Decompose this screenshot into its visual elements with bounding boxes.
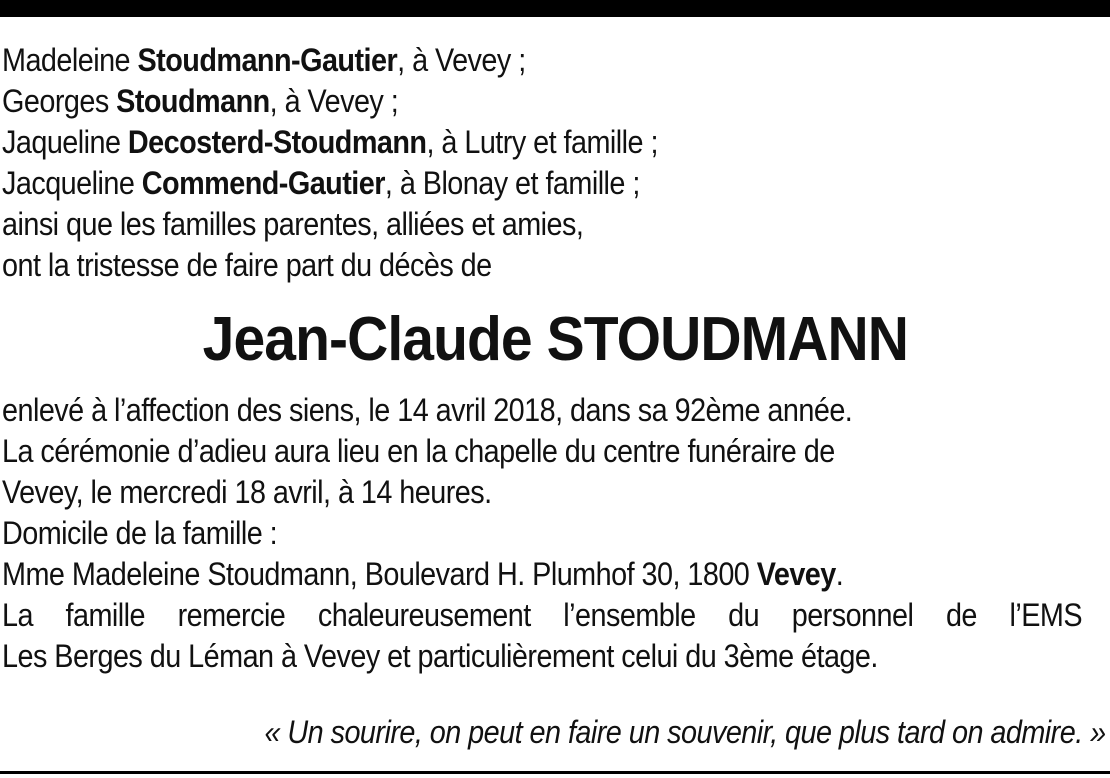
address-period: .: [835, 556, 844, 592]
family-member-first-name: Jacqueline: [2, 165, 142, 201]
family-member-surname: Decosterd-Stoudmann: [127, 124, 427, 160]
announcement-line: ont la tristesse de faire part du décès de: [2, 247, 492, 283]
deceased-name-heading: [0, 302, 1110, 378]
family-residence-label: Domicile de la famille :: [2, 515, 278, 551]
thanks-line-1: La famille remercie chaleureusement l’ensemble du personnel de l’EMS: [2, 597, 1082, 633]
family-member-surname: Commend-Gautier: [141, 165, 385, 201]
family-member-location: , à Vevey ;: [269, 83, 399, 119]
bottom-rule: [0, 771, 1110, 774]
ceremony-time-line: Vevey, le mercredi 18 avril, à 14 heures.: [2, 474, 492, 510]
family-member-surname: Stoudmann-Gautier: [137, 42, 398, 78]
family-member-surname: Stoudmann: [116, 83, 270, 119]
death-date-line: enlevé à l’affection des siens, le 14 avril 2018, dans sa 92ème année.: [2, 392, 853, 428]
thanks-line-2: Les Berges du Léman à Vevey et particulièrement celui du 3ème étage.: [2, 638, 878, 674]
family-member-first-name: Jaqueline: [2, 124, 128, 160]
relatives-line: ainsi que les familles parentes, alliées et amies,: [2, 206, 584, 242]
family-member-location: , à Blonay et famille ;: [384, 165, 640, 201]
family-member-location: , à Vevey ;: [397, 42, 526, 78]
closing-quote: « Un sourire, on peut en faire un souvenir, que plus tard on admire. »: [264, 714, 1106, 750]
ceremony-line: La cérémonie d’adieu aura lieu en la chapelle du centre funéraire de: [2, 433, 835, 469]
family-address-line: [2, 554, 843, 595]
address-city: Vevey: [756, 556, 836, 592]
family-line-3: [2, 122, 658, 163]
family-line-2: [2, 81, 398, 122]
top-rule: [0, 0, 1110, 17]
deceased-name: Jean-Claude STOUDMANN: [202, 305, 908, 374]
family-member-location: , à Lutry et famille ;: [426, 124, 658, 160]
family-line-4: [2, 163, 640, 204]
family-line-1: [2, 40, 526, 81]
family-member-first-name: Georges: [2, 83, 117, 119]
address-street: Mme Madeleine Stoudmann, Boulevard H. Plumhof 30, 1800: [2, 556, 757, 592]
family-member-first-name: Madeleine: [2, 42, 138, 78]
